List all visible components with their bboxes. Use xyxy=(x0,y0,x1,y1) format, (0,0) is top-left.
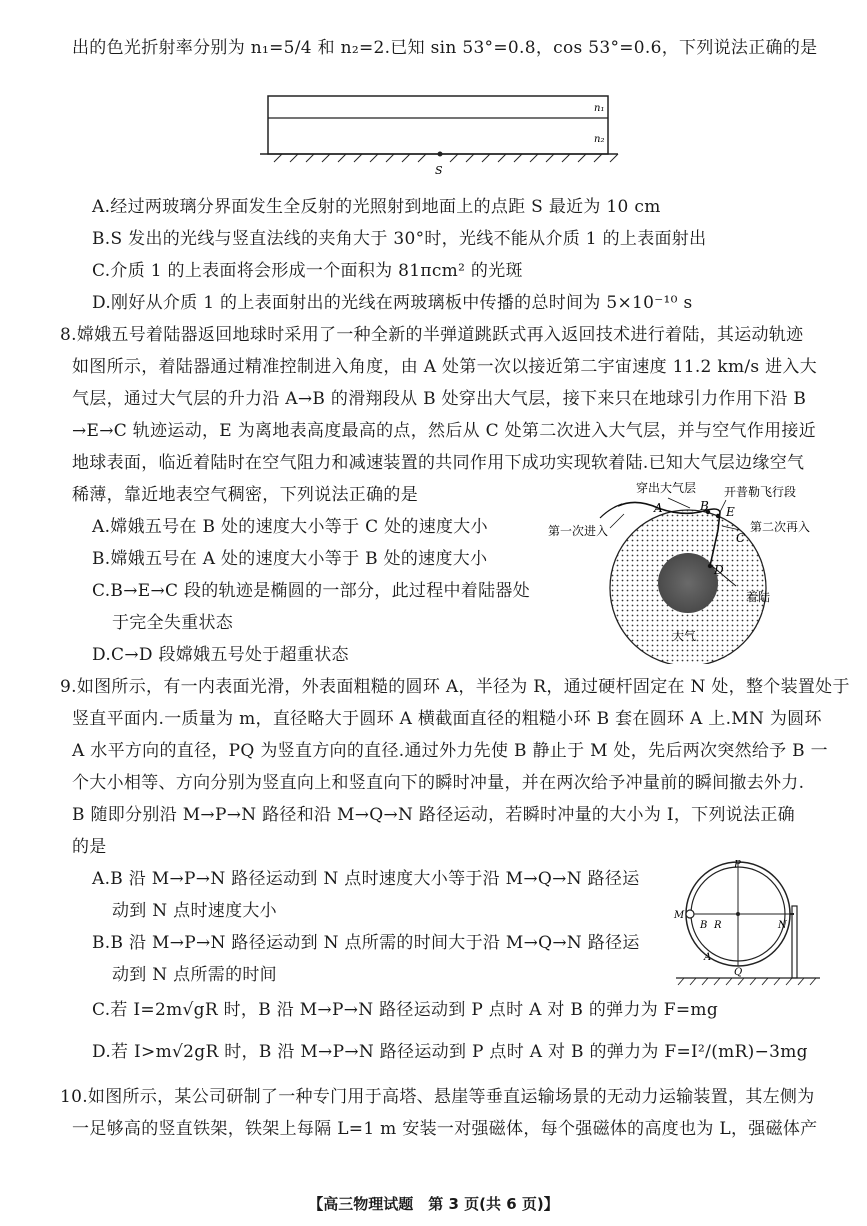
q8-option-a: A.嫦娥五号在 B 处的速度大小等于 C 处的速度大小 xyxy=(92,517,488,537)
q8-line-5: 地球表面，临近着陆时在空气阻力和减速装置的共同作用下成功实现软着陆.已知大气层边缘空气 xyxy=(72,453,805,473)
label-a: A xyxy=(654,501,663,515)
earth xyxy=(658,553,718,613)
label-q: Q xyxy=(734,967,743,978)
q9-option-d: D.若 I>m√2gR 时，B 沿 M→P→N 路径运动到 P 点时 A 对 B 的弹力为 F=I²/(mR)−3mg xyxy=(92,1042,808,1062)
q8-line-4: →E→C 轨迹运动，E 为离地表高度最高的点，然后从 C 处第二次进入大气层，并与空气作用接近 xyxy=(72,421,817,441)
q7-option-c: C.介质 1 的上表面将会形成一个面积为 81πcm² 的光斑 xyxy=(92,261,523,281)
label-b: B xyxy=(700,920,708,931)
q8-option-b: B.嫦娥五号在 A 处的速度大小等于 B 处的速度大小 xyxy=(92,549,488,569)
label-e: E xyxy=(726,505,735,519)
glass-plates-figure xyxy=(260,90,620,175)
reentry-trajectory-figure xyxy=(540,478,840,664)
label-a: A xyxy=(704,952,712,963)
q9-option-b-cont: 动到 N 点所需的时间 xyxy=(112,965,277,985)
q9-option-b: B.B 沿 M→P→N 路径运动到 N 点所需的时间大于沿 M→Q→N 路径运 xyxy=(92,933,640,953)
label-exit-atmosphere: 穿出大气层 xyxy=(636,481,697,495)
q9-option-a: A.B 沿 M→P→N 路径运动到 N 点时速度大小等于沿 M→Q→N 路径运 xyxy=(92,869,640,889)
q8-option-d: D.C→D 段嫦娥五号处于超重状态 xyxy=(92,645,349,665)
label-second-entry: 第二次再入 xyxy=(750,520,811,534)
q8-line-6: 稀薄，靠近地表空气稠密，下列说法正确的是 xyxy=(72,485,418,505)
q7-option-b: B.S 发出的光线与竖直法线的夹角大于 30°时，光线不能从介质 1 的上表面射出 xyxy=(92,229,707,249)
label-atmosphere: 大气 xyxy=(672,629,697,643)
page-footer: 【高三物理试题 第 3 页(共 6 页)】 xyxy=(308,1195,559,1213)
q10-line-1: 10.如图所示，某公司研制了一种专门用于高塔、悬崖等垂直运输场景的无动力运输装置，其左侧为 xyxy=(60,1087,815,1107)
label-landing: 着陆 xyxy=(746,590,771,604)
q8-line-2: 如图所示，着陆器通过精准控制进入角度，由 A 处第一次以接近第二宇宙速度 11.2 km/s 进入大 xyxy=(72,357,818,377)
q9-line-4: 个大小相等、方向分别为竖直向上和竖直向下的瞬时冲量，并在两次给予冲量前的瞬间撤去外力. xyxy=(72,773,805,793)
label-n: N xyxy=(778,920,787,931)
label-kepler-segment: 开普勒飞行段 xyxy=(724,485,797,499)
q8-line-1: 8.嫦娥五号着陆器返回地球时采用了一种全新的半弹道跳跃式再入返回技术进行着陆，其运动轨迹 xyxy=(60,325,804,345)
label-d: D xyxy=(714,563,724,577)
s-label: S xyxy=(435,164,443,175)
label-r: R xyxy=(714,920,722,931)
q9-option-c: C.若 I=2m√gR 时，B 沿 M→P→N 路径运动到 P 点时 A 对 B 的弹力为 F=mg xyxy=(92,1000,719,1020)
q9-line-2: 竖直平面内.一质量为 m，直径略大于圆环 A 横截面直径的粗糙小环 B 套在圆环 A 上.MN 为圆环 xyxy=(72,709,822,729)
q7-option-d: D.刚好从介质 1 的上表面射出的光线在两玻璃板中传播的总时间为 5×10⁻¹⁰ s xyxy=(92,293,693,313)
q8-line-3: 气层，通过大气层的升力沿 A→B 的滑翔段从 B 处穿出大气层，接下来只在地球引力作用下沿 B xyxy=(72,389,807,409)
q10-line-2: 一足够高的竖直铁架，铁架上每隔 L=1 m 安装一对强磁体，每个强磁体的高度也为 L，强磁体产 xyxy=(72,1119,818,1139)
q7-intro: 出的色光折射率分别为 n₁=5/4 和 n₂=2.已知 sin 53°=0.8，cos 53°=0.6，下列说法正确的是 xyxy=(72,38,818,58)
q8-option-c: C.B→E→C 段的轨迹是椭圆的一部分，此过程中着陆器处 xyxy=(92,581,531,601)
q8-option-c-cont: 于完全失重状态 xyxy=(112,613,234,633)
q9-option-a-cont: 动到 N 点时速度大小 xyxy=(112,901,277,921)
n2-label: n₂ xyxy=(594,134,605,145)
q9-line-5: B 随即分别沿 M→P→N 路径和沿 M→Q→N 路径运动，若瞬时冲量的大小为 I，下列说法正确 xyxy=(72,805,795,825)
label-first-entry: 第一次进入 xyxy=(548,524,609,538)
q7-option-a: A.经过两玻璃分界面发生全反射的光照射到地面上的点距 S 最近为 10 cm xyxy=(92,197,661,217)
label-c: C xyxy=(736,531,746,545)
label-p: P xyxy=(734,859,741,871)
n1-label: n₁ xyxy=(594,103,605,114)
q9-line-6: 的是 xyxy=(72,837,107,857)
label-m: M xyxy=(674,910,685,921)
q9-line-3: A 水平方向的直径，PQ 为竖直方向的直径.通过外力先使 B 静止于 M 处，先后两次突然给予 B 一 xyxy=(72,741,828,761)
label-b: B xyxy=(700,499,709,513)
q9-line-1: 9.如图所示，有一内表面光滑，外表面粗糙的圆环 A，半径为 R，通过硬杆固定在 N 处，整个装置处于 xyxy=(60,677,850,697)
ring-figure xyxy=(670,858,850,988)
